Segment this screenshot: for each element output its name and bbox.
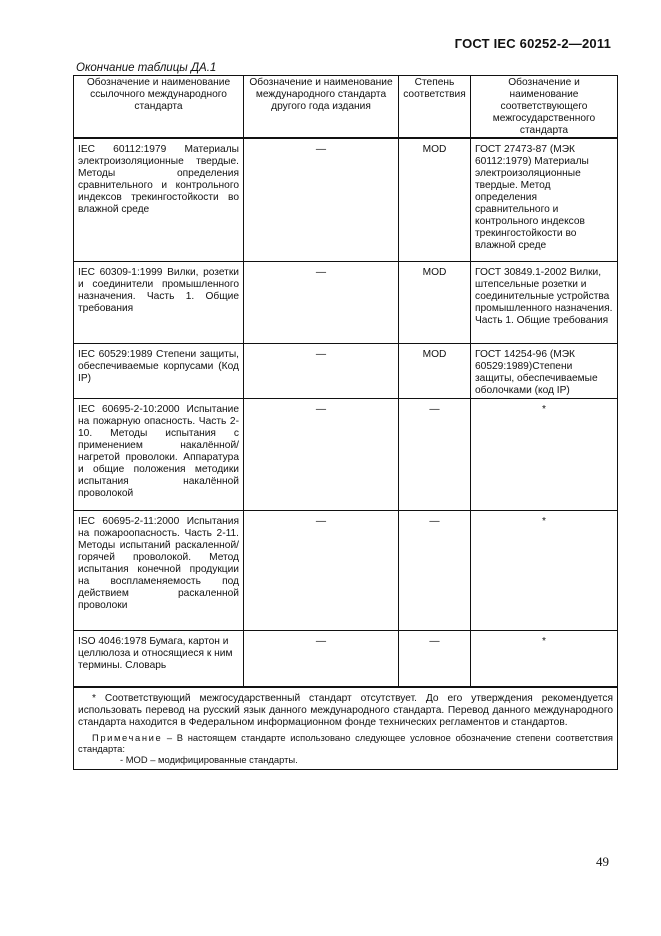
table-row (74, 511, 618, 631)
table-notes-row (74, 687, 618, 770)
cell-reference: IEC 60695-2-11:2000 Испытания на пожароопасность. Часть 2-11. Методы испытаний раскаленной/горячей проволокой. Метод испытания конечной продукции на воспламеняемость под действием раскаленной проволоки (74, 511, 244, 631)
cell-degree: MOD (399, 262, 471, 344)
table-header-row (74, 76, 618, 139)
cell-other-year: — (244, 399, 399, 511)
cell-other-year: — (244, 138, 399, 262)
cell-reference: IEC 60309-1:1999 Вилки, розетки и соединители промышленного назначения. Часть 1. Общие требования (74, 262, 244, 344)
column-header-reference: Обозначение и наименование ссылочного международного стандарта (74, 76, 244, 139)
table-row (74, 138, 618, 262)
footnote-text: * Соответствующий межгосударственный стандарт отсутствует. До его утверждения рекомендуется использовать перевод на русский язык данного международного стандарта. Перевод данного международного стандарта находится в Федеральном информационном фонде технических регламентов и стандартов. (78, 693, 613, 728)
table-row (74, 262, 618, 344)
table-row (74, 631, 618, 688)
cell-interstate: ГОСТ 30849.1-2002 Вилки, штепсельные розетки и соединительные устройства промышленного назначения. Часть 1. Общие требования (471, 262, 618, 344)
table-row (74, 399, 618, 511)
note-text: – В настоящем стандарте использовано следующее условное обозначение степени соответствия стандарта: (78, 732, 613, 754)
cell-other-year: — (244, 511, 399, 631)
table-caption: Окончание таблицы ДА.1 (76, 62, 217, 74)
cell-reference: IEC 60695-2-10:2000 Испытание на пожарную опасность. Часть 2-10. Методы испытания с применением накалённой/нагретой проволоки. Аппаратура и общие положения методики испытания накалённой проволокой (74, 399, 244, 511)
column-header-degree: Степень соответствия (399, 76, 471, 139)
cell-other-year: — (244, 631, 399, 688)
standard-header: ГОСТ IEC 60252-2—2011 (454, 36, 611, 51)
cell-interstate: * (471, 399, 618, 511)
cell-degree: — (399, 631, 471, 688)
cell-degree: — (399, 511, 471, 631)
notes-cell (74, 687, 618, 770)
cell-interstate: ГОСТ 14254-96 (МЭК 60529:1989)Степени защиты, обеспечиваемые оболочками (код IP) (471, 344, 618, 399)
cell-other-year: — (244, 344, 399, 399)
column-header-other-year: Обозначение и наименование международного стандарта другого года издания (244, 76, 399, 139)
cell-interstate: ГОСТ 27473-87 (МЭК 60112:1979) Материалы электроизоляционные твердые. Метод определения сравнительного и контрольного индексов трекингостойкости во влажной среде (471, 138, 618, 262)
cell-degree: — (399, 399, 471, 511)
cell-reference: IEC 60112:1979 Материалы электроизоляционные твердые. Методы определения сравнительного и контрольного индексов трекингостойкости во влажной среде (74, 138, 244, 262)
cell-interstate: * (471, 511, 618, 631)
column-header-interstate: Обозначение и наименование соответствующего межгосударственного стандарта (471, 76, 618, 139)
cell-other-year: — (244, 262, 399, 344)
cell-degree: MOD (399, 138, 471, 262)
note-item: - MOD – модифицированные стандарты. (120, 754, 298, 765)
page-number: 49 (596, 854, 609, 869)
note-label: Примечание (92, 732, 163, 743)
cell-degree: MOD (399, 344, 471, 399)
cell-reference: ISO 4046:1978 Бумага, картон и целлюлоза и относящиеся к ним термины. Словарь (74, 631, 244, 688)
reference-standards-table (73, 75, 618, 770)
cell-reference: IEC 60529:1989 Степени защиты, обеспечиваемые корпусами (Код IP) (74, 344, 244, 399)
cell-interstate: * (471, 631, 618, 688)
table-row (74, 344, 618, 399)
note-paragraph (78, 732, 613, 754)
